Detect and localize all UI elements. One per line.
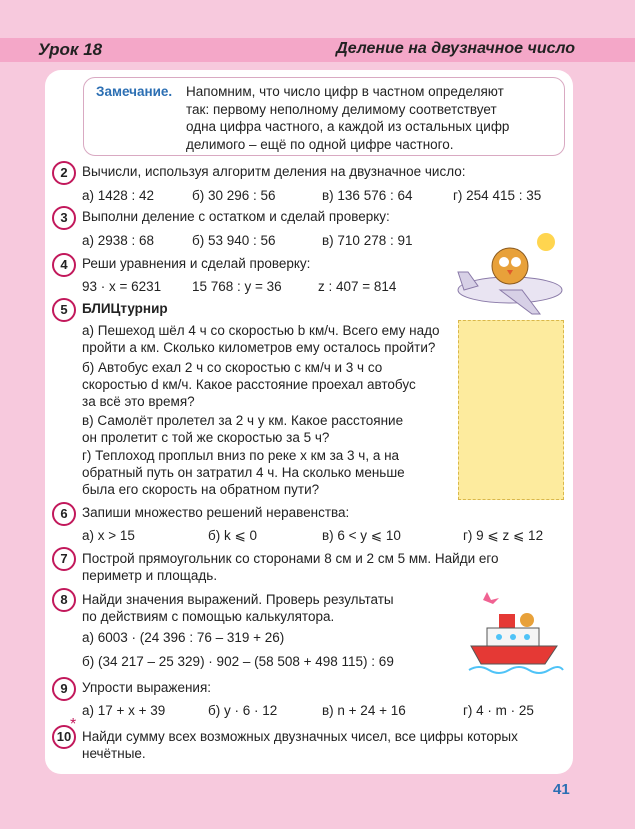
task-number-7: 7 bbox=[52, 547, 76, 571]
task-8-item-a: а) 6003 · (24 396 : 76 – 319 + 26) bbox=[82, 630, 285, 645]
airplane-owl-illustration bbox=[450, 228, 565, 323]
lesson-number: Урок 18 bbox=[38, 40, 103, 59]
lesson-header bbox=[0, 38, 635, 62]
task-5-d-line: г) Теплоход проплыл вниз по реке x км за 3 ч, а на bbox=[82, 448, 400, 463]
task-2-text: Вычисли, используя алгоритм деления на двузначное число: bbox=[82, 164, 466, 179]
task-2-item-c: в) 136 576 : 64 bbox=[322, 188, 413, 203]
task-10-text bbox=[82, 728, 562, 762]
task-5-b-line: за всё это время? bbox=[82, 394, 195, 409]
task-9-text: Упрости выражения: bbox=[82, 680, 212, 695]
task-7-line: Построй прямоугольник со сторонами 8 см и 2 см 5 мм. Найди его bbox=[82, 551, 499, 566]
task-5-b-line: б) Автобус ехал 2 ч со скоростью c км/ч и 3 ч со bbox=[82, 360, 383, 375]
task-10-line: Найди сумму всех возможных двузначных чисел, все цифры которых bbox=[82, 729, 518, 744]
note-line: делимого – ещё по одной цифре частного. bbox=[186, 136, 454, 152]
task-number-9: 9 bbox=[52, 677, 76, 701]
task-9-item-d: г) 4 · m · 25 bbox=[463, 703, 534, 718]
task-5-title: БЛИЦтурнир bbox=[82, 301, 168, 316]
note-text bbox=[186, 83, 556, 153]
task-2-item-b: б) 30 296 : 56 bbox=[192, 188, 276, 203]
page-number: 41 bbox=[553, 781, 570, 798]
note-line: одна цифра частного, а каждой из остальных цифр bbox=[186, 119, 510, 134]
task-number-4: 4 bbox=[52, 253, 76, 277]
task-9-item-b: б) y · 6 · 12 bbox=[208, 703, 278, 718]
ship-illustration bbox=[465, 592, 565, 680]
task-number-5: 5 bbox=[52, 298, 76, 322]
task-8-item-b: б) (34 217 – 25 329) · 902 – (58 508 + 498 115) : 69 bbox=[82, 654, 394, 669]
task-3-text: Выполни деление с остатком и сделай проверку: bbox=[82, 209, 390, 224]
task-6-item-a: а) x > 15 bbox=[82, 528, 135, 543]
task-7-line: периметр и площадь. bbox=[82, 568, 218, 583]
task-5-b-line: скоростью d км/ч. Какое расстояние проехал автобус bbox=[82, 377, 416, 392]
task-5-part-a bbox=[82, 322, 450, 356]
note-box bbox=[83, 77, 565, 156]
task-2-item-a: а) 1428 : 42 bbox=[82, 188, 155, 203]
task-2-item-d: г) 254 415 : 35 bbox=[453, 188, 542, 203]
task-5-a-line: пройти a км. Сколько километров ему осталось пройти? bbox=[82, 340, 436, 355]
task-5-d-line: была его скорость на обратном пути? bbox=[82, 482, 320, 497]
task-9-item-a: а) 17 + x + 39 bbox=[82, 703, 166, 718]
note-label: Замечание. bbox=[96, 84, 173, 99]
task-4-item-c: z : 407 = 814 bbox=[318, 279, 397, 294]
task-7-text bbox=[82, 550, 562, 584]
task-5-part-b bbox=[82, 359, 450, 410]
task-5-part-d bbox=[82, 447, 450, 498]
task-9-item-c: в) n + 24 + 16 bbox=[322, 703, 406, 718]
task-5-d-line: обратный путь он затратил 4 ч. На сколько меньше bbox=[82, 465, 405, 480]
task-8-line: по действиям с помощью калькулятора. bbox=[82, 609, 335, 624]
task-3-item-b: б) 53 940 : 56 bbox=[192, 233, 276, 248]
task-5-part-c bbox=[82, 412, 450, 446]
answer-box bbox=[458, 320, 564, 500]
task-8-text bbox=[82, 591, 432, 625]
task-3-item-c: в) 710 278 : 91 bbox=[322, 233, 413, 248]
task-5-c-line: он пролетит с той же скоростью за 5 ч? bbox=[82, 430, 330, 445]
task-8-line: Найди значения выражений. Проверь результаты bbox=[82, 592, 394, 607]
star-marker: * bbox=[70, 716, 77, 733]
note-line: Напомним, что число цифр в частном определяют bbox=[186, 84, 504, 99]
task-6-item-c: в) 6 < y ⩽ 10 bbox=[322, 528, 401, 543]
task-6-item-d: г) 9 ⩽ z ⩽ 12 bbox=[463, 528, 544, 543]
task-6-item-b: б) k ⩽ 0 bbox=[208, 528, 258, 543]
task-4-text: Реши уравнения и сделай проверку: bbox=[82, 256, 311, 271]
sun-icon bbox=[537, 233, 555, 251]
star-icon bbox=[483, 592, 499, 604]
task-6-text: Запиши множество решений неравенства: bbox=[82, 505, 350, 520]
lesson-topic: Деление на двузначное число bbox=[336, 40, 575, 57]
task-number-2: 2 bbox=[52, 161, 76, 185]
task-5-c-line: в) Самолёт пролетел за 2 ч y км. Какое расстояние bbox=[82, 413, 404, 428]
task-5-a-line: а) Пешеход шёл 4 ч со скоростью b км/ч. Всего ему надо bbox=[82, 323, 440, 338]
task-number-6: 6 bbox=[52, 502, 76, 526]
task-4-item-a: 93 · x = 6231 bbox=[82, 279, 162, 294]
note-line: так: первому неполному делимому соответствует bbox=[186, 101, 497, 117]
task-10-line: нечётные. bbox=[82, 746, 146, 761]
task-number-8: 8 bbox=[52, 588, 76, 612]
task-number-10: 10 bbox=[52, 725, 76, 749]
task-3-item-a: а) 2938 : 68 bbox=[82, 233, 155, 248]
task-4-item-b: 15 768 : y = 36 bbox=[192, 279, 282, 294]
task-number-3: 3 bbox=[52, 206, 76, 230]
